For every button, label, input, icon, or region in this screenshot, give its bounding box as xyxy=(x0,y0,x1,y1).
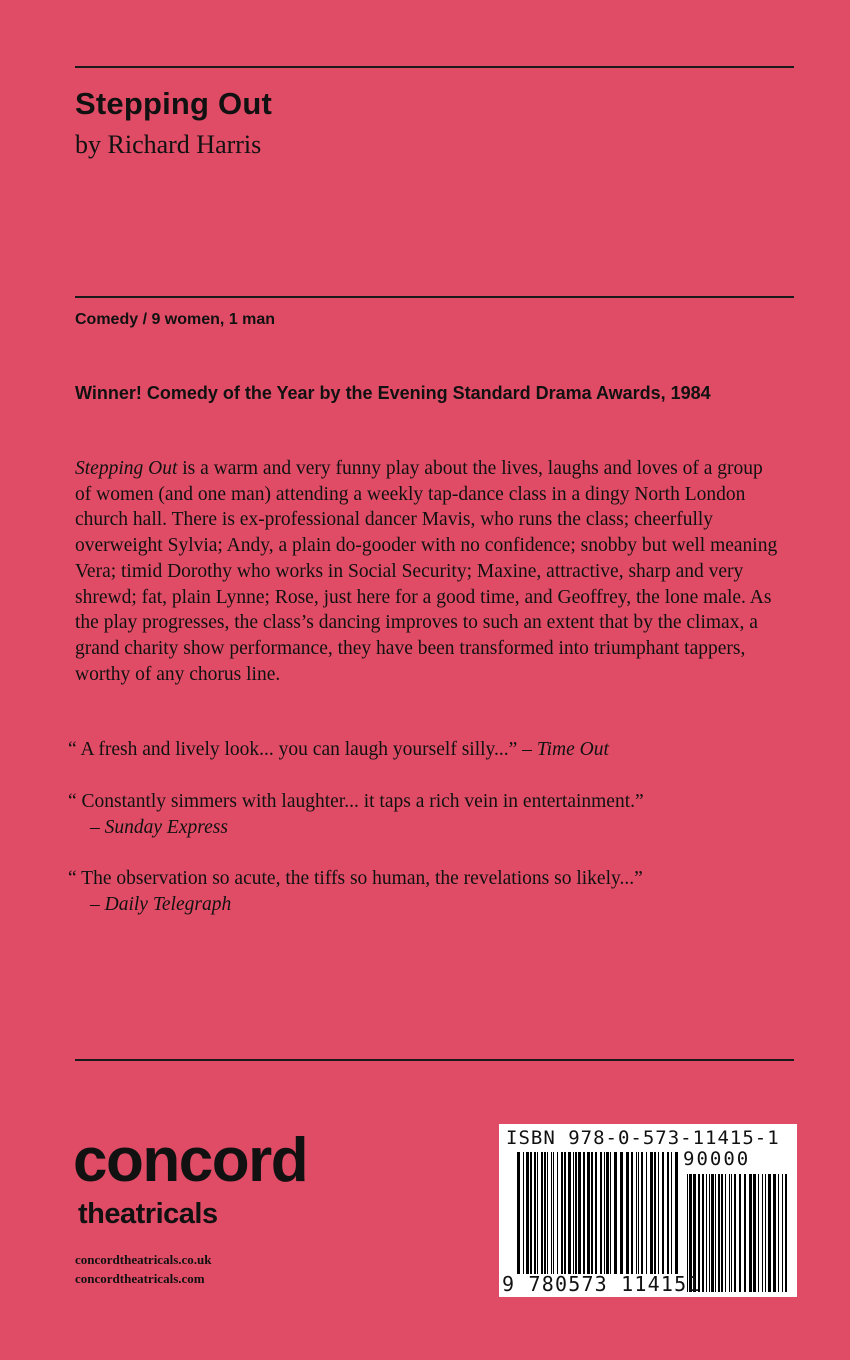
barcode-bar xyxy=(526,1152,529,1274)
barcode-bar xyxy=(638,1152,639,1274)
barcode-bar xyxy=(620,1152,623,1274)
isbn-label: ISBN 978-0-573-11415-1 xyxy=(506,1127,780,1149)
barcode-bar xyxy=(564,1152,566,1274)
barcode-bar xyxy=(523,1152,524,1274)
blurb-paragraph xyxy=(75,456,780,687)
barcode-bar xyxy=(587,1152,590,1274)
barcode-bar xyxy=(553,1152,554,1274)
quote-dash: – xyxy=(90,816,105,838)
barcode-bar xyxy=(631,1152,633,1274)
barcode-bar xyxy=(739,1174,741,1292)
quote-source: Daily Telegraph xyxy=(104,893,232,915)
barcode-bar xyxy=(765,1174,766,1292)
barcode-bar xyxy=(671,1152,672,1274)
quote-text: “ The observation so acute, the tiffs so human, the revelations so likely...” xyxy=(68,868,643,889)
barcode-bar xyxy=(773,1174,776,1292)
barcode-bar xyxy=(547,1152,548,1274)
book-author: by Richard Harris xyxy=(75,130,262,159)
barcode-bar xyxy=(721,1174,723,1292)
publisher-logo-subtitle: theatricals xyxy=(78,1198,218,1230)
quote-source: Sunday Express xyxy=(104,816,228,838)
barcode-bar xyxy=(702,1174,704,1292)
barcode-bar xyxy=(604,1152,605,1274)
barcode-bar xyxy=(706,1174,707,1292)
barcode-bar xyxy=(537,1152,538,1274)
barcode-bar xyxy=(646,1152,647,1274)
barcode-bar xyxy=(534,1152,536,1274)
barcode-bar xyxy=(614,1152,617,1274)
barcode-bar xyxy=(544,1152,546,1274)
genre-cast: Comedy / 9 women, 1 man xyxy=(75,311,276,328)
barcode-bar xyxy=(654,1152,656,1274)
barcode-bar xyxy=(583,1152,585,1274)
blurb-text: is a warm and very funny play about the lives, laughs and loves of a group of women (and one man) attending a weekly tap-dance class in a dingy North London church hall. There is ex-professional dancer Mavis, who runs the class; cheerfully overweight Sylvia; Andy, a plain do-gooder with no confidence; snobby but well meaning Vera; timid Dorothy who works in Social Security; Maxine, attractive, sharp and very shrewd; fat, plain Lynne; Rose, just here for a good time, and Geoffrey, the lone male. As the play progresses, the class’s dancing improves to such an extent that by the climax, a grand charity show performance, they have been transformed into triumphant tappers, worthy of any chorus line. xyxy=(75,458,778,685)
barcode-bar xyxy=(578,1152,581,1274)
barcode-bar xyxy=(530,1152,532,1274)
review-quote xyxy=(68,737,788,763)
barcode-bar xyxy=(675,1152,678,1274)
top-rule xyxy=(75,66,794,68)
quote-text: “ A fresh and lively look... you can laugh yourself silly...” – xyxy=(68,739,537,760)
barcode-bar xyxy=(715,1174,716,1292)
quote-source-line xyxy=(68,892,788,918)
review-quote xyxy=(68,789,788,840)
barcode-bar xyxy=(626,1152,629,1274)
barcode-bar xyxy=(517,1152,520,1274)
barcode-bar xyxy=(575,1152,577,1274)
barcode-bar xyxy=(731,1174,732,1292)
quote-source: Time Out xyxy=(536,739,609,760)
barcode-bar xyxy=(729,1174,730,1292)
barcode-bar xyxy=(662,1152,664,1274)
barcode-bar xyxy=(591,1152,593,1274)
barcode-bar xyxy=(785,1174,787,1292)
barcode-bar xyxy=(725,1174,726,1292)
barcode-bar xyxy=(650,1152,653,1274)
bottom-rule xyxy=(75,1059,794,1061)
publisher-logo: concord xyxy=(73,1126,308,1195)
barcode-bar xyxy=(595,1152,597,1274)
ean-digits: 9 780573 114151 xyxy=(502,1272,701,1296)
barcode-bar xyxy=(600,1152,602,1274)
barcode-bar xyxy=(573,1152,574,1274)
barcode-bar xyxy=(709,1174,710,1292)
blurb-title: Stepping Out xyxy=(75,458,178,479)
barcode-bar xyxy=(557,1152,558,1274)
barcode-bar xyxy=(762,1174,763,1292)
barcode-bar xyxy=(778,1174,779,1292)
barcode-bar xyxy=(734,1174,736,1292)
award-statement: Winner! Comedy of the Year by the Evening Standard Drama Awards, 1984 xyxy=(75,383,711,403)
barcode-bar xyxy=(749,1174,752,1292)
section-rule xyxy=(75,296,794,298)
quote-dash: – xyxy=(90,893,105,915)
barcode-bar xyxy=(636,1152,637,1274)
barcode-bar xyxy=(610,1152,611,1274)
publisher-url-uk: concordtheatricals.co.uk xyxy=(75,1252,212,1267)
barcode-bar xyxy=(744,1174,746,1292)
barcode-bar xyxy=(541,1152,543,1274)
review-quote xyxy=(68,866,788,917)
barcode-bar xyxy=(606,1152,609,1274)
barcode-bar xyxy=(718,1174,720,1292)
publisher-url-com: concordtheatricals.com xyxy=(75,1271,205,1286)
quote-text: “ Constantly simmers with laughter... it taps a rich vein in entertainment.” xyxy=(68,791,644,812)
barcode-bar xyxy=(658,1152,659,1274)
barcode-bar xyxy=(711,1174,714,1292)
barcode-bar xyxy=(641,1152,643,1274)
barcode-addon-digits: 90000 xyxy=(683,1148,751,1170)
barcode-bar xyxy=(782,1174,783,1292)
barcode-bar xyxy=(753,1174,756,1292)
quote-source-line xyxy=(68,815,788,841)
book-title: Stepping Out xyxy=(75,86,272,121)
barcode-bar xyxy=(758,1174,759,1292)
barcode xyxy=(499,1124,797,1297)
barcode-bar xyxy=(568,1152,571,1274)
barcode-bar xyxy=(768,1174,771,1292)
barcode-bar xyxy=(667,1152,669,1274)
barcode-bar xyxy=(561,1152,563,1274)
barcode-bar xyxy=(551,1152,552,1274)
